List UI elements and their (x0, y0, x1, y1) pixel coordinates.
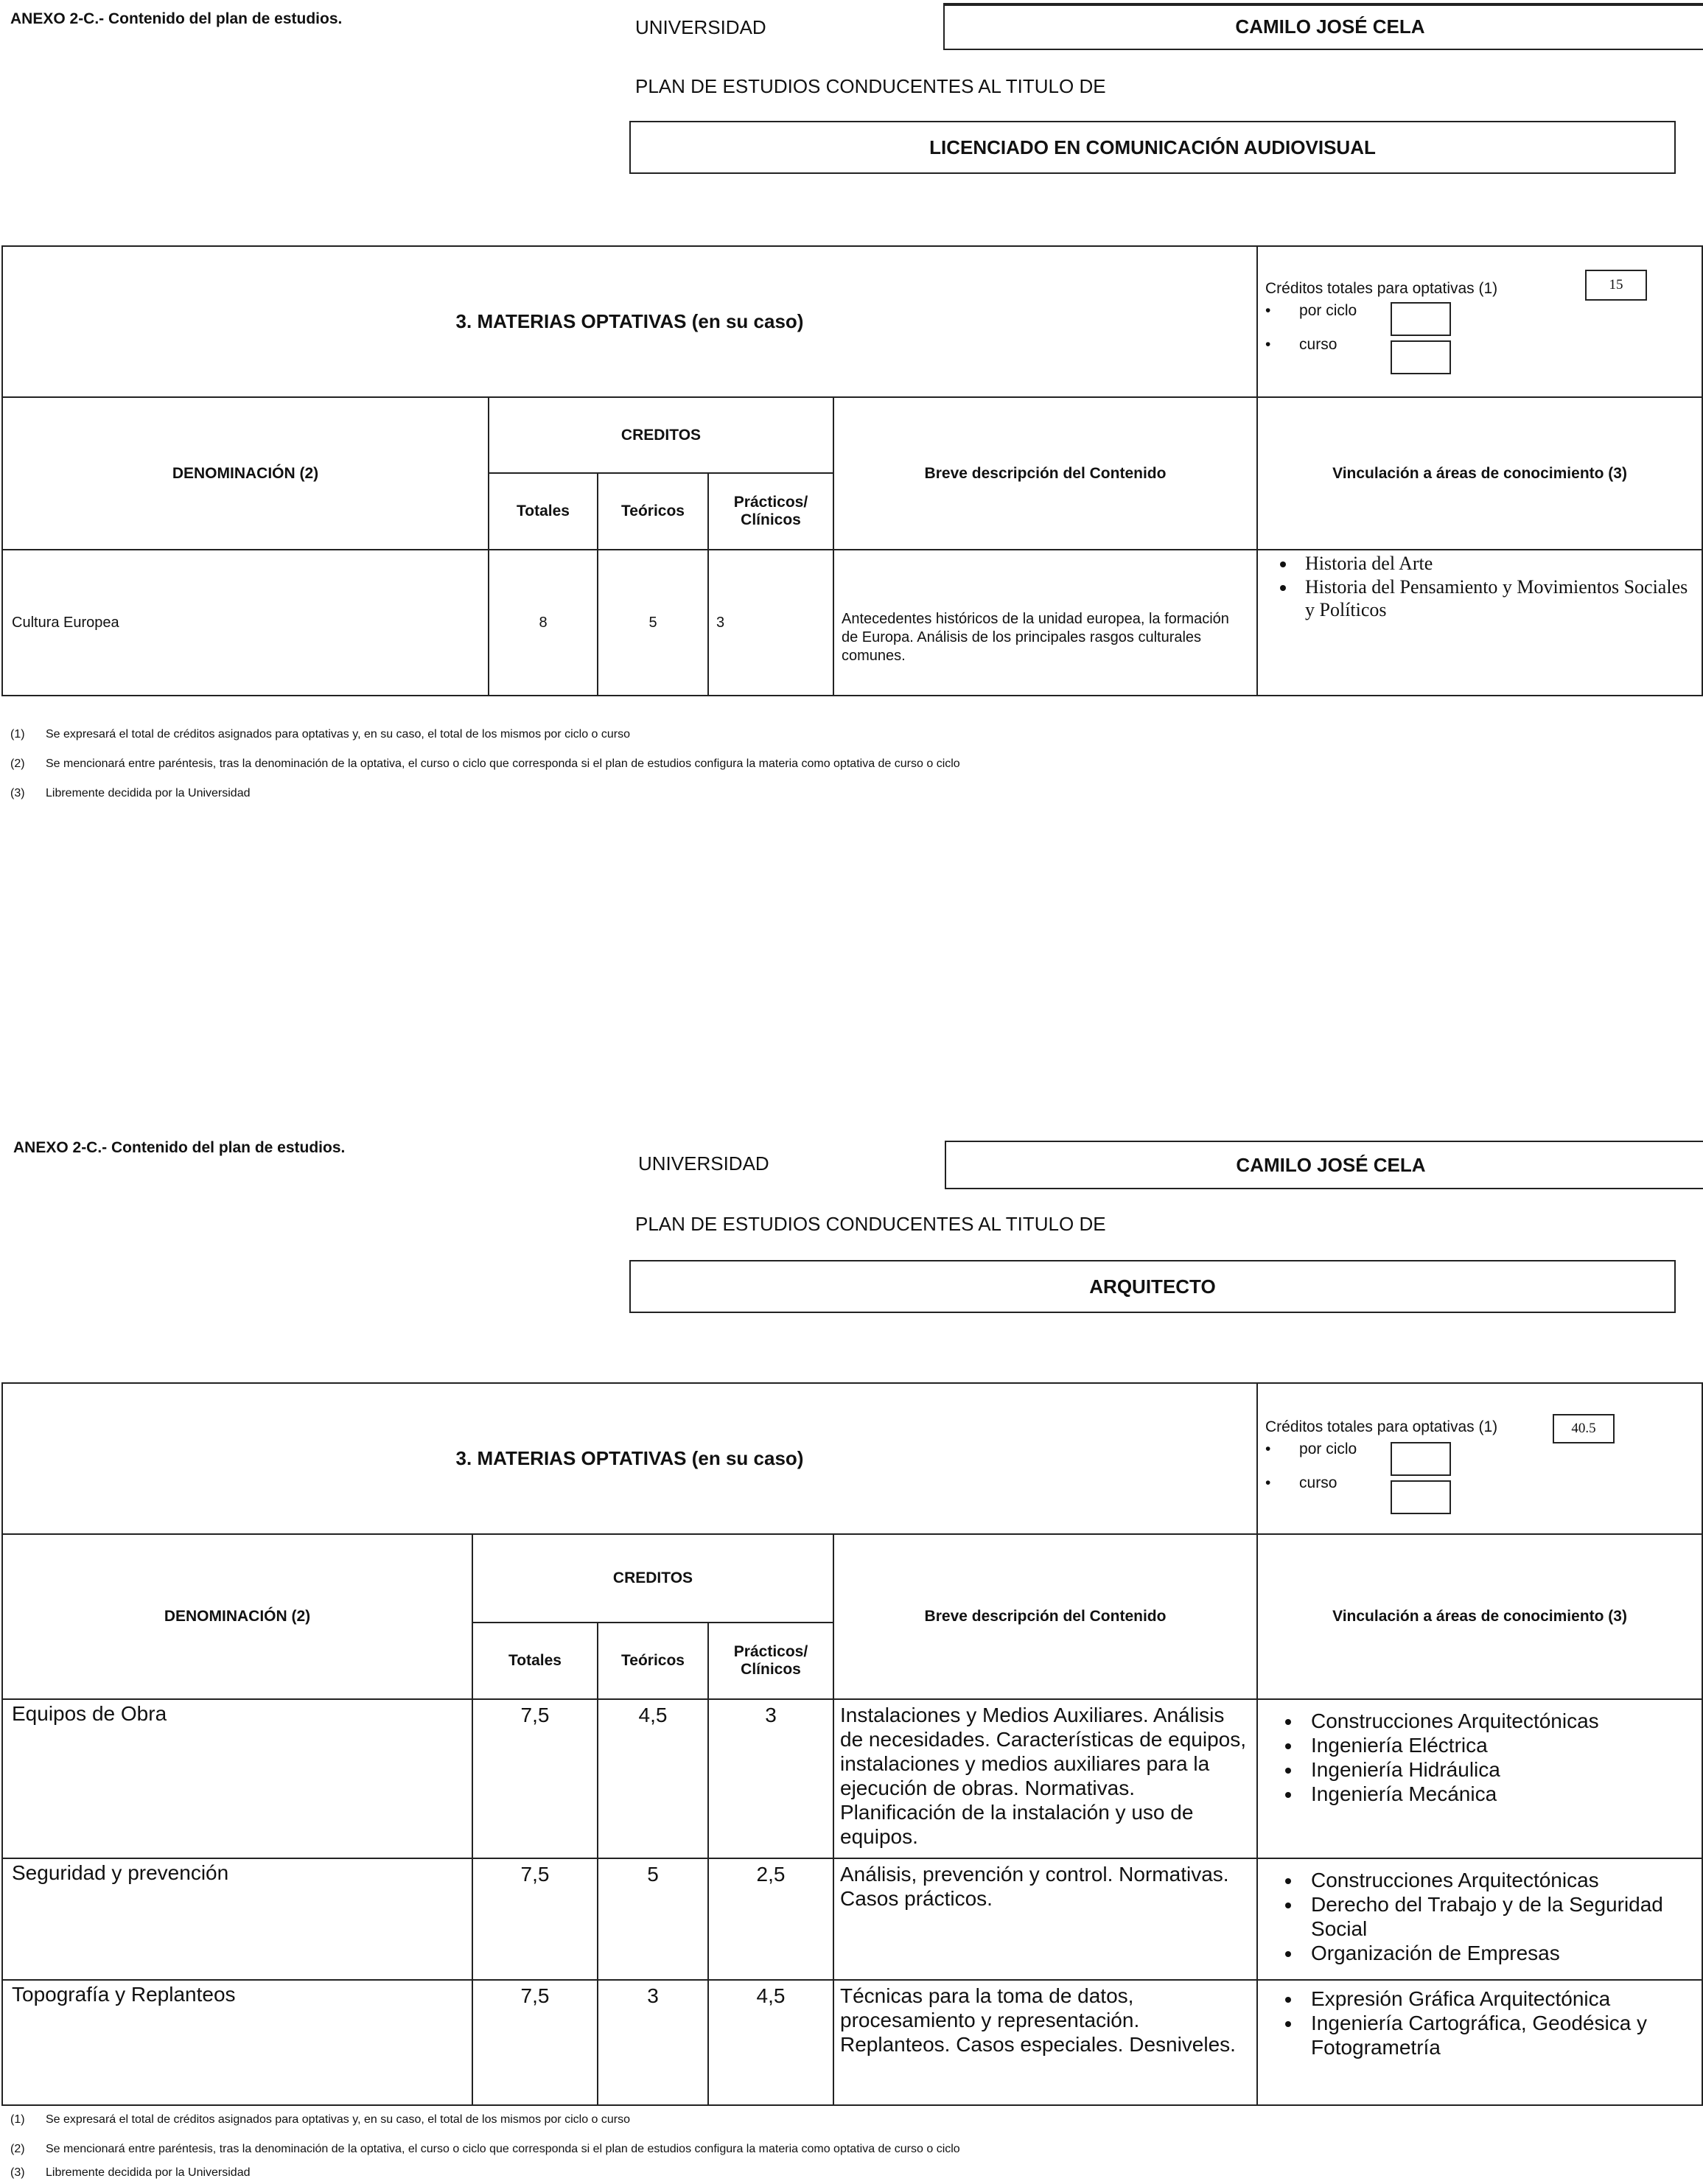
teoricos-cell: 3 (598, 1980, 708, 2105)
area-item: • Derecho del Trabajo y de la Seguridad Social (1302, 1892, 1702, 1941)
por-ciclo-box (1391, 302, 1451, 336)
totales-cell: 7,5 (472, 1858, 598, 1980)
creditos-totales-panel (1257, 246, 1702, 397)
col-vinculacion: Vinculación a áreas de conocimiento (3) (1257, 397, 1702, 550)
anexo-heading: ANEXO 2-C.- Contenido del plan de estudios. (13, 1139, 346, 1156)
practicos-cell: 3 (708, 1699, 833, 1858)
area-item: • Construcciones Arquitectónicas (1302, 1709, 1702, 1733)
denominacion-cell: Seguridad y prevención (2, 1858, 472, 1980)
table-row (2, 1699, 1702, 1858)
curso-box (1391, 340, 1451, 374)
plan-label: PLAN DE ESTUDIOS CONDUCENTES AL TITULO DE (635, 75, 1106, 97)
area-item: • Ingeniería Hidráulica (1302, 1757, 1702, 1782)
footnote-2: (2) Se mencionará entre paréntesis, tras la denominación de la optativa, el curso o ciclo que corresponda si el plan de estudios configura la materia como optativa de curso o ciclo (10, 2143, 960, 2155)
area-item: • Historia del Arte (1296, 552, 1702, 575)
table-row (2, 1980, 1702, 2105)
footnote-3: (3) Libremente decidida por la Universidad (10, 2166, 251, 2179)
descripcion-cell: Antecedentes históricos de la unidad europea, la formación de Europa. Análisis de los principales rasgos culturales comunes. (833, 550, 1257, 696)
col-creditos: CREDITOS (472, 1534, 833, 1623)
por-ciclo-item: • por ciclo (1265, 302, 1357, 319)
practicos-cell: 2,5 (708, 1858, 833, 1980)
curso-item: • curso (1265, 336, 1337, 353)
curso-box (1391, 1480, 1451, 1514)
col-creditos: CREDITOS (489, 397, 833, 473)
table-row (2, 550, 1702, 696)
area-item: • Organización de Empresas (1302, 1941, 1702, 1965)
curso-item: • curso (1265, 1474, 1337, 1491)
col-denominacion: DENOMINACIÓN (2) (2, 397, 489, 550)
descripcion-cell: Técnicas para la toma de datos, procesamiento y representación. Replanteos. Casos especiales. Desniveles. (833, 1980, 1257, 2105)
table-header-row (2, 1383, 1702, 1534)
titulo-value: ARQUITECTO (1089, 1275, 1216, 1298)
areas-cell (1257, 1699, 1702, 1858)
titulo-box (629, 1260, 1676, 1313)
descripcion-cell: Análisis, prevención y control. Normativas. Casos prácticos. (833, 1858, 1257, 1980)
denominacion-cell: Equipos de Obra (2, 1699, 472, 1858)
footnote-2: (2) Se mencionará entre paréntesis, tras la denominación de la optativa, el curso o ciclo que corresponda si el plan de estudios configura la materia como optativa de curso o ciclo (10, 757, 960, 770)
col-vinculacion: Vinculación a áreas de conocimiento (3) (1257, 1534, 1702, 1699)
titulo-box (629, 121, 1676, 174)
footnote-3: (3) Libremente decidida por la Universidad (10, 787, 251, 799)
teoricos-cell: 5 (598, 550, 708, 696)
creditos-totales-value: 40.5 (1553, 1414, 1615, 1443)
col-totales: Totales (472, 1623, 598, 1699)
universidad-value: CAMILO JOSÉ CELA (1236, 1153, 1426, 1176)
totales-cell: 8 (489, 550, 598, 696)
titulo-value: LICENCIADO EN COMUNICACIÓN AUDIOVISUAL (929, 136, 1376, 158)
footnote-1: (1) Se expresará el total de créditos asignados para optativas y, en su caso, el total de los mismos por ciclo o curso (10, 728, 630, 741)
area-item: • Ingeniería Mecánica (1302, 1782, 1702, 1806)
practicos-cell: 4,5 (708, 1980, 833, 2105)
table-row (2, 1858, 1702, 1980)
col-practicos: Prácticos/ Clínicos (708, 473, 833, 550)
anexo-heading: ANEXO 2-C.- Contenido del plan de estudios. (10, 10, 343, 27)
col-denominacion: DENOMINACIÓN (2) (2, 1534, 472, 1699)
footnote-1: (1) Se expresará el total de créditos asignados para optativas y, en su caso, el total de los mismos por ciclo o curso (10, 2113, 630, 2126)
areas-cell (1257, 1858, 1702, 1980)
universidad-value-box (943, 3, 1703, 50)
section-title: 3. MATERIAS OPTATIVAS (en su caso) (2, 246, 1257, 397)
col-teoricos: Teóricos (598, 473, 708, 550)
col-practicos: Prácticos/ Clínicos (708, 1623, 833, 1699)
por-ciclo-item: • por ciclo (1265, 1441, 1357, 1457)
creditos-totales-label: Créditos totales para optativas (1) (1265, 1418, 1498, 1435)
optativas-table (1, 245, 1703, 696)
table-header-row (2, 246, 1702, 397)
por-ciclo-box (1391, 1442, 1451, 1476)
descripcion-cell: Instalaciones y Medios Auxiliares. Análisis de necesidades. Características de equipos, instalaciones y medios auxiliares para la ejecución de obras. Normativas. Planificación de la instalación y uso de equipos. (833, 1699, 1257, 1858)
practicos-cell: 3 (708, 550, 833, 696)
creditos-totales-value: 15 (1585, 270, 1647, 301)
denominacion-cell: Cultura Europea (2, 550, 489, 696)
col-descripcion: Breve descripción del Contenido (833, 1534, 1257, 1699)
universidad-label: UNIVERSIDAD (638, 1152, 769, 1175)
universidad-label: UNIVERSIDAD (635, 16, 766, 38)
area-item: • Historia del Pensamiento y Movimientos Sociales y Políticos (1296, 575, 1702, 622)
creditos-totales-panel (1257, 1383, 1702, 1534)
totales-cell: 7,5 (472, 1699, 598, 1858)
teoricos-cell: 4,5 (598, 1699, 708, 1858)
optativas-table (1, 1382, 1703, 2106)
area-item: • Ingeniería Cartográfica, Geodésica y Fotogrametría (1302, 2011, 1702, 2059)
section-title: 3. MATERIAS OPTATIVAS (en su caso) (2, 1383, 1257, 1534)
denominacion-cell: Topografía y Replanteos (2, 1980, 472, 2105)
creditos-totales-label: Créditos totales para optativas (1) (1265, 280, 1498, 297)
area-item: • Expresión Gráfica Arquitectónica (1302, 1987, 1702, 2011)
totales-cell: 7,5 (472, 1980, 598, 2105)
teoricos-cell: 5 (598, 1858, 708, 1980)
areas-cell (1257, 550, 1702, 696)
area-item: • Ingeniería Eléctrica (1302, 1733, 1702, 1757)
area-item: • Construcciones Arquitectónicas (1302, 1868, 1702, 1892)
plan-label: PLAN DE ESTUDIOS CONDUCENTES AL TITULO DE (635, 1213, 1106, 1235)
col-totales: Totales (489, 473, 598, 550)
universidad-value-box (945, 1141, 1703, 1189)
areas-cell (1257, 1980, 1702, 2105)
col-teoricos: Teóricos (598, 1623, 708, 1699)
universidad-value: CAMILO JOSÉ CELA (1235, 15, 1425, 38)
col-descripcion: Breve descripción del Contenido (833, 397, 1257, 550)
